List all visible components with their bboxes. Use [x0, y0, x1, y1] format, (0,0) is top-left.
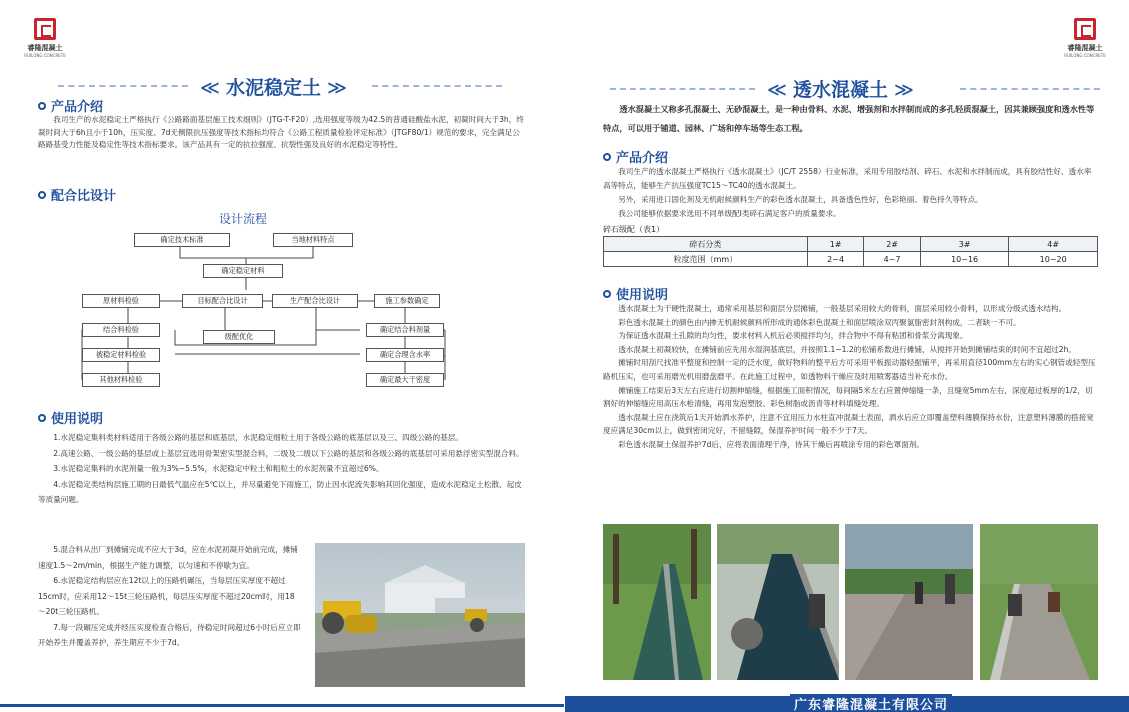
flow-other-test: 其他材料检验	[82, 373, 160, 387]
usage-item: 7.每一段碾压完成并经压实度检查合格后，待稳定时间超过6小时后应立即开始养生并覆盖养护，养生期应不少于7d。	[38, 622, 301, 647]
usage-item: 6.水泥稳定结构层应在12t以上的压路机碾压，当每层压实厚度不超过15cm时，应采用12～15t三轮压路机，每层压实厚度不超过20cm时，用18～20t三轮压路机。	[38, 576, 295, 616]
table-cell: 粒度范围（mm）	[604, 252, 808, 267]
usage-item: 2.高速公路、一级公路的基层或上基层宜选用骨架密实型混合料，二级及二级以下公路的基层和各级公路的底基层可采用悬浮密实型混合料。	[53, 448, 524, 458]
usage-item: 彩色透水混凝土保湿养护7d后，应将表面清理干净，待其干燥后再喷涂专用的彩色罩面剂。	[618, 439, 924, 449]
right-arrow-icon: ≫	[887, 79, 914, 101]
right-title-text: 透水混凝土	[792, 79, 888, 101]
table-cell: 4#	[1009, 237, 1098, 252]
table-cell: 10~16	[920, 252, 1009, 267]
road-roller-photo	[315, 543, 525, 687]
bullet-circle-icon	[603, 290, 611, 298]
flow-binder-dose: 确定结合料剂量	[366, 323, 444, 337]
right-lead: 透水混凝土又称多孔混凝土、无砂混凝土，是一种由骨料、水泥、增强剂和水拌制而成的多孔轻质混凝土，因其兼顾强度和透水性等特点，可以用于铺道、园林、广场和停车场等生态工程。	[603, 104, 1095, 133]
left-usage-list-bottom	[38, 542, 302, 651]
left-arrow-icon: ≪	[767, 79, 793, 101]
flow-confirm-material: 确定稳定材料	[203, 264, 283, 278]
table-cell: 3#	[920, 237, 1009, 252]
logo-sub: RUILONG CONCRETE	[1064, 53, 1106, 58]
flow-tech-standard: 确定技术标准	[134, 233, 230, 247]
logo-name: 睿隆混凝土	[1067, 44, 1103, 52]
table-header-row	[604, 237, 1098, 252]
company-logo-right	[1062, 18, 1108, 58]
table-cell: 1#	[807, 237, 863, 252]
logo-sub: RUILONG CONCRETE	[24, 53, 66, 58]
left-arrow-icon: ≪	[200, 77, 226, 99]
gravel-grade-table	[603, 236, 1098, 267]
plaza-work-photo	[845, 524, 973, 680]
table-row	[604, 252, 1098, 267]
table-cell: 4~7	[864, 252, 920, 267]
flow-density: 确定最大干密度	[366, 373, 444, 387]
usage-item: 为保证透水混凝土孔隙的均匀性，要求材料入机后必须搅拌均匀，拌合物中不得有粘团和骨浆分离现象。	[618, 331, 968, 341]
logo-name: 睿隆混凝土	[27, 44, 63, 52]
usage-item: 透水混凝土初凝较快，在摊铺前应先用水湿润基底层，并按照1.1~1.2的松铺系数进行摊铺，从搅拌开始到摊铺结束的时间不宜超过2h。	[618, 344, 1076, 354]
usage-item: 3.水泥稳定集料的水泥剂量一般为3%~5.5%，水泥稳定中粒土和粗粒土的水泥剂量不宜超过6%。	[53, 464, 384, 473]
left-usage-heading: 使用说明	[38, 408, 103, 427]
bullet-circle-icon	[38, 414, 46, 422]
flow-production-mix: 生产配合比设计	[272, 294, 358, 308]
usage-item: 1.水泥稳定集料类材料适用于各级公路的基层和底基层，水泥稳定细粒土用于各级公路的底基层以及三、四级公路的基层。	[53, 433, 463, 442]
flowchart-connectors	[0, 0, 564, 400]
left-mix-heading: 配合比设计	[38, 185, 116, 204]
intro-paragraph: 我司生产的透水混凝土严格执行《透水混凝土》（JC/T 2558）行业标准，采用专用胶结剂、碎石、水泥和水拌制而成，具有胶结性好、透水率高等特点，能够生产抗压强度TC15～TC40的透水混凝土。	[603, 167, 1092, 190]
title-dash-left	[610, 88, 755, 90]
flow-grade-opt: 级配优化	[203, 330, 275, 344]
title-dash-right	[960, 88, 1100, 90]
usage-item: 5.混合料从出厂到摊铺完成不应大于3d，应在水泥初凝开始前完成，摊铺速度1.5～2m/min，根据生产能力调整，以匀速和不停歇为宜。	[38, 545, 298, 570]
usage-item: 4.水泥稳定类结构层施工期的日最低气温应在5℃以上，并尽量避免下雨施工，防止因水泥流失影响其回化强度，造成水泥稳定土松散、起皮等质量问题。	[38, 479, 522, 504]
flow-param: 施工参数确定	[374, 294, 440, 308]
flow-water: 确定合理含水率	[366, 348, 444, 362]
trowel-work-photo	[717, 524, 839, 680]
flow-local-material: 当地材料特点	[273, 233, 353, 247]
usage-item: 彩色透水混凝土的颜色由内掺无机耐候颜料所形成的通体彩色混凝土和面层喷涂双丙聚氯脂密封剂构成，二者缺一不可。	[618, 317, 1021, 327]
footer-line-left	[0, 704, 564, 707]
company-footer: 广东睿隆混凝土有限公司	[790, 694, 952, 712]
table-cell: 2~4	[807, 252, 863, 267]
left-intro-heading: 产品介绍	[38, 96, 103, 115]
left-title-text: 水泥稳定土	[225, 77, 321, 99]
logo-icon	[1074, 18, 1096, 40]
left-usage-list-top	[38, 430, 528, 508]
bullet-circle-icon	[603, 153, 611, 161]
intro-paragraph: 我公司能够依据要求选用不同单级配Ⅰ类碎石满足客户的质量要求。	[618, 209, 841, 218]
flow-title: 设计流程	[219, 212, 268, 226]
flow-stab-test: 被稳定材料检验	[82, 348, 160, 362]
table-caption: 碎石级配（表1）	[603, 225, 665, 234]
intro-paragraph: 另外，采用进口固化剂及无机耐候颜料生产的彩色透水混凝土，具备透色性好，色彩艳丽、着色持久等特点。	[618, 195, 983, 204]
right-arrow-icon: ≫	[320, 77, 347, 99]
flow-binder-test: 结合料检验	[82, 323, 160, 337]
table-cell: 2#	[864, 237, 920, 252]
flow-raw-test: 原材料检验	[82, 294, 160, 308]
usage-item: 透水混凝土应在浇筑后1天开始洒水养护，注意不宜用压力水柱直冲混凝土表面，洒水后应立即覆盖塑料薄膜保持水份，注意塑料薄膜的搭接宽度应满足30cm以上，做到密闭完好，不留缝隙，保湿养护时间一般不少于7天。	[603, 412, 1094, 436]
flow-target-mix: 目标配合比设计	[182, 294, 263, 308]
usage-item: 摊铺施工结束后3天左右应进行切割伸缩缝，根据施工面积情况，每间隔5米左右应置伸缩缝一条，且缝宽5mm左右，深度超过板厚的1/2，切割好的伸缩缝应用高压水枪清缝，再用发泡塑胶、彩色树脂或沥青等材料填缝处理。	[603, 385, 1093, 409]
right-usage-list	[603, 302, 1098, 452]
table-cell: 碎石分类	[604, 237, 808, 252]
usage-item: 摊铺时用刮尺找准平整度和控制一定的泛水度，做好物料的整平后方可采用平板振动器轻振铺平，再采用直径100mm左右的实心钢管或轻型压路机压实，也可采用磨光机用磨盘磨平。在此施工过程中，如透物料干燥应及时用喷雾器适当补充水份。	[603, 358, 1096, 381]
left-intro-text: 我司生产的水泥稳定土严格执行《公路路面基层施工技术细则》（JTG-T-F20）,选用强度等级为42.5的普通硅酸盐水泥，初凝时间大于3h，终凝时间大于6h且小于10h，压实度、7d无侧限抗压强度等技术指标均符合《公路工程质量检验评定标准》（JTGF80/1）规范的要求，完全满足公路路基受力性能及稳定性等技术指标要求。该产品具有一定的抗拉强度、抗裂性强及良好的水泥稳定等特性。	[38, 115, 524, 149]
right-title	[767, 75, 914, 102]
usage-item: 透水混凝土为干硬性混凝土，通常采用基层和面层分层摊铺，一般基层采用较大的骨料，面层采用较小骨料，以形成分级式透水结构。	[618, 304, 1067, 313]
right-usage-heading: 使用说明	[603, 284, 668, 303]
green-path-photo	[603, 524, 711, 680]
park-path-photo	[980, 524, 1098, 680]
right-intro	[603, 165, 1098, 221]
right-intro-heading: 产品介绍	[603, 147, 668, 166]
table-cell: 10~20	[1009, 252, 1098, 267]
